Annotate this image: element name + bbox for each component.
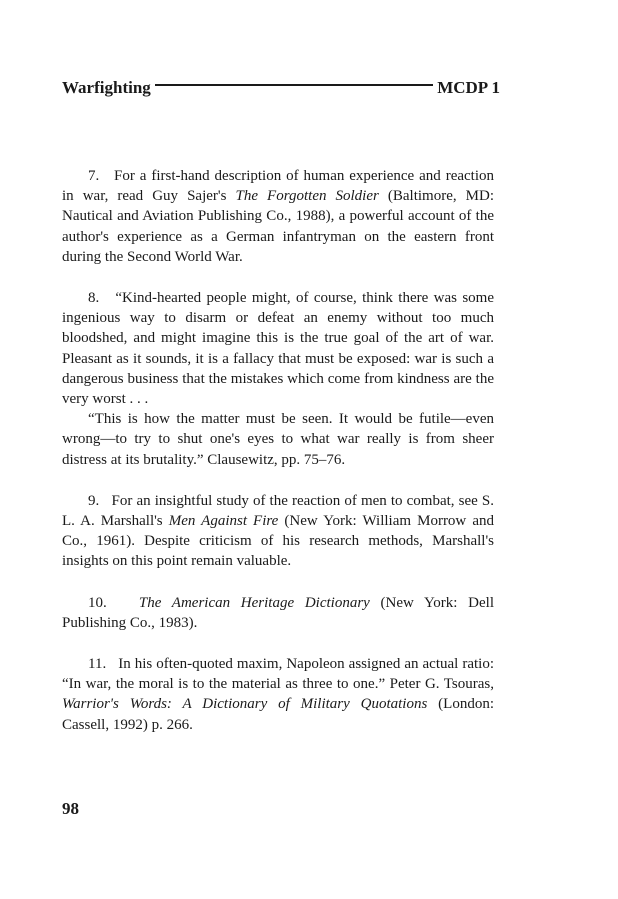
book-title: The Forgotten Soldier: [235, 188, 379, 205]
note-number: 10.: [88, 594, 107, 611]
note-11: [62, 654, 494, 735]
note-text: For a first-hand description of human experience and reaction in war, read Guy Sajer's: [62, 168, 495, 205]
running-header: [62, 76, 500, 100]
note-number: 9.: [88, 492, 100, 509]
note-text: (London: Cassell, 1992) p. 266.: [62, 696, 495, 733]
book-title: Warrior's Words: A Dictionary of Military Quotations: [62, 696, 428, 713]
note-text: (New York: Dell Publishing Co., 1983).: [62, 594, 494, 631]
book-title: The American Heritage Dictionary: [138, 594, 370, 611]
note-text: “Kind-hearted people might, of course, think there was some ingenious way to disarm or defeat an enemy without too much bloodshed, and might imagine this is the true goal of the art of war. Pleasant as it sounds, it is a fallacy that must be exposed: war is such a dangerous business that the mistakes which come from kindness are the very worst . . .: [62, 290, 495, 408]
note-text: (New York: William Morrow and Co., 1961). Despite criticism of his research methods, Marshall's insights on this point remain valuable.: [62, 513, 494, 570]
book-title: Men Against Fire: [168, 513, 279, 530]
note-number: 11.: [88, 656, 107, 673]
note-number: 8.: [88, 290, 100, 307]
note-9: [62, 491, 494, 572]
note-text: For an insightful study of the reaction of men to combat, see S. L. A. Marshall's: [62, 492, 494, 530]
note-7: [62, 166, 494, 267]
header-book-title: Warfighting: [62, 78, 151, 97]
note-8-continuation: “This is how the matter must be seen. It would be futile—even wrong—to try to shut one's eyes to what war really is from sheer distress at its brutality.” Clausewitz, pp. 75–76.: [62, 411, 494, 468]
header-publication-code: MCDP 1: [437, 78, 500, 97]
note-text: In his often-quoted maxim, Napoleon assigned an actual ratio: “In war, the moral is to the material as three to one.” Peter G. Tsouras,: [62, 656, 494, 693]
endnotes: [62, 166, 494, 735]
note-number: 7.: [88, 168, 100, 184]
note-10: [62, 593, 494, 633]
header-rule: [155, 84, 433, 86]
page-number: 98: [62, 799, 79, 818]
note-text: (Baltimore, MD: Nautical and Aviation Publishing Co., 1988), a powerful account of the author's experience as a German infantryman on the eastern front during the Second World War.: [62, 188, 494, 265]
note-8: [62, 288, 494, 409]
